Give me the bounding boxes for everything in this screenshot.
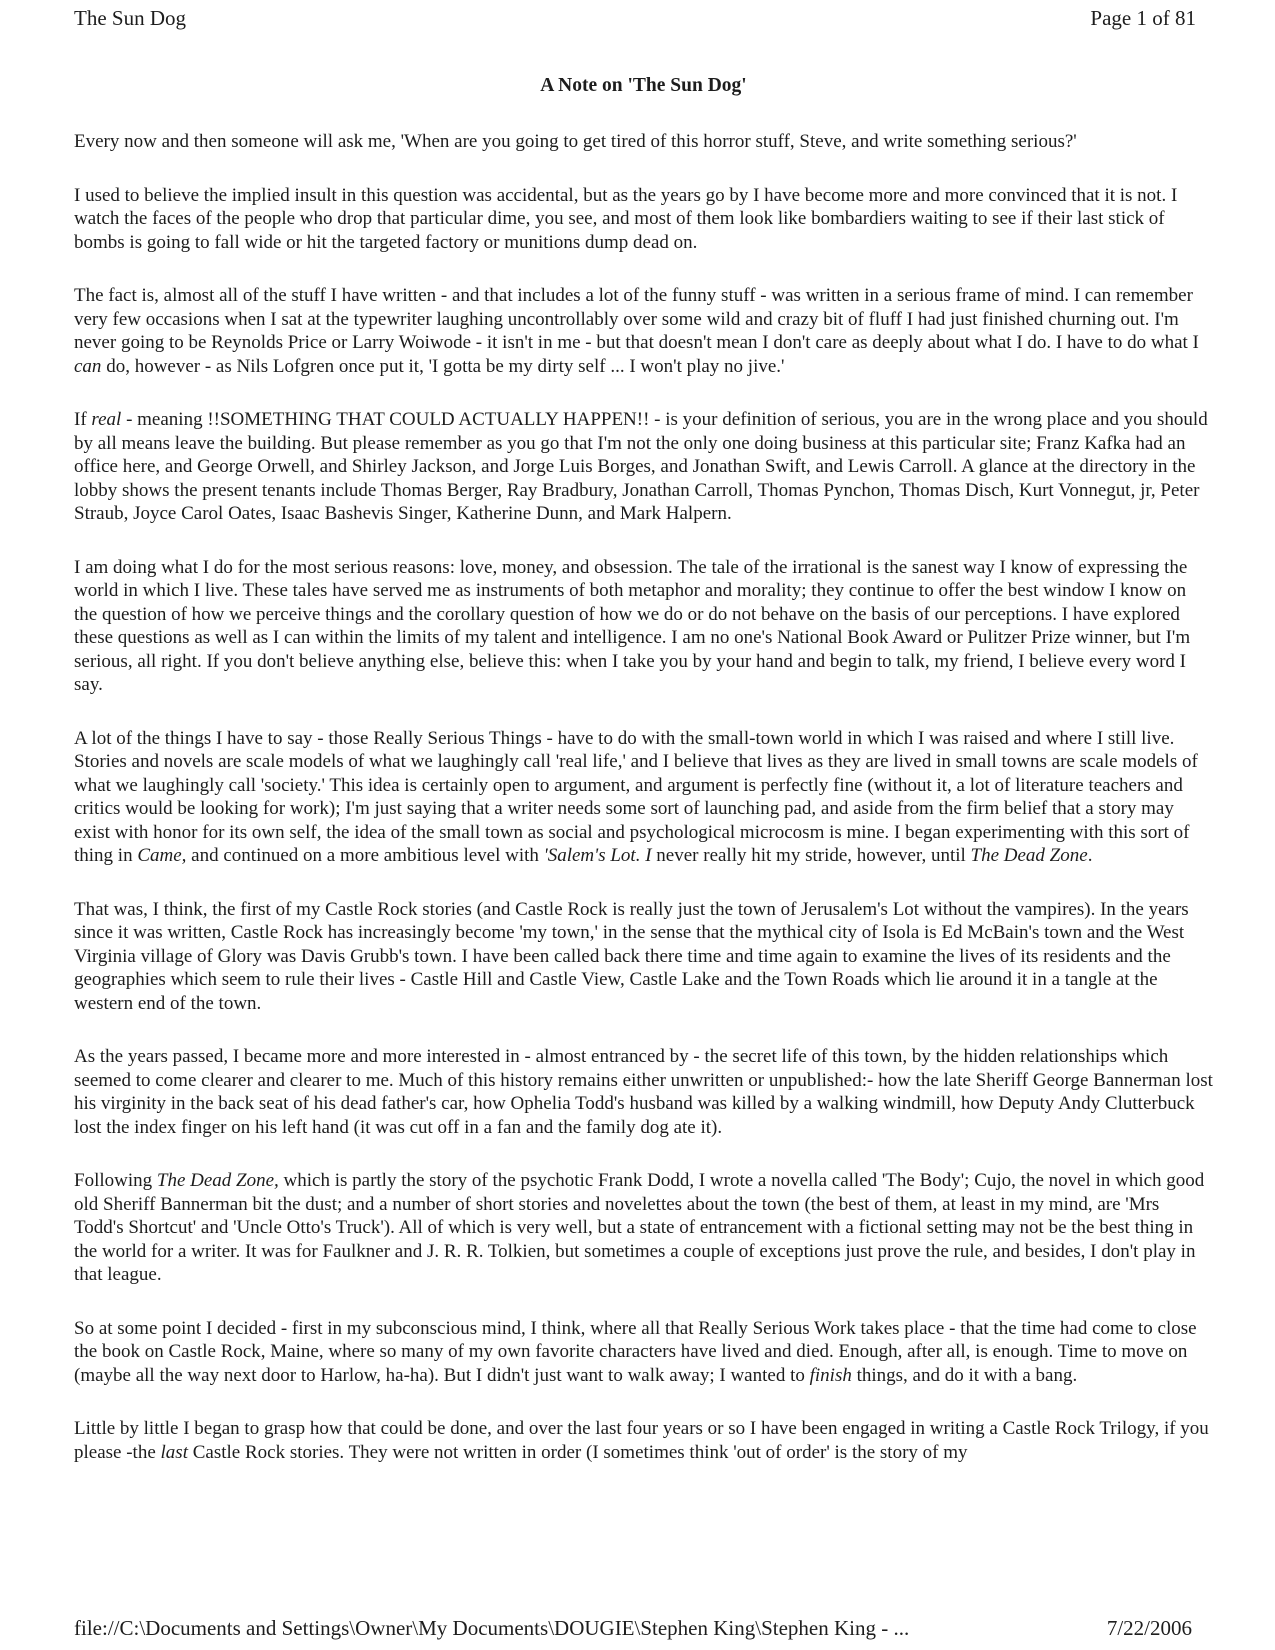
paragraph: [74, 1317, 1213, 1388]
footer-file-path: file://C:\Documents and Settings\Owner\My Documents\DOUGIE\Stephen King\Stephen King - ...: [74, 1616, 910, 1640]
text-run: I used to believe the implied insult in this question was accidental, but as the years go by I have become more and more convinced that it is not. I watch the faces of the people who drop that particular dime, you see, and most of them look like bombardiers waiting to see if their last stick of bombs is going to fall wide or hit the targeted factory or munitions dump dead on.: [74, 184, 1178, 253]
italic-text-run: finish: [809, 1364, 852, 1386]
italic-text-run: 'Salem's Lot. I: [543, 845, 652, 866]
paragraph: [74, 184, 1213, 255]
document-title: A Note on 'The Sun Dog': [540, 75, 747, 96]
page-footer: [74, 1616, 1192, 1640]
document-body: [74, 130, 1213, 1464]
paragraph: [74, 1169, 1213, 1287]
page-number: Page 1 of 81: [1090, 6, 1196, 30]
italic-text-run: can: [74, 355, 102, 377]
text-run: do, however - as Nils Lofgren once put it, 'I gotta be my dirty self ... I won't play no jive.': [101, 355, 785, 377]
text-run: Castle Rock stories. They were not written in order (I sometimes think 'out of order' is the story of my: [187, 1441, 968, 1463]
running-title: The Sun Dog: [74, 6, 186, 30]
italic-text-run: last: [160, 1441, 188, 1463]
text-run: things, and do it with a bang.: [851, 1364, 1078, 1386]
paragraph: [74, 284, 1213, 378]
text-run: That was, I think, the first of my Castle Rock stories (and Castle Rock is really just the town of Jerusalem's Lot without the vampires). In the years since it was written, Castle Rock has increasingly become 'my town,' in the sense that the mythical city of Isola is Ed McBain's town and the West Virginia village of Glory was Davis Grubb's town. I have been called back there time and time again to examine the lives of its residents and the geographies which seem to rule their lives - Castle Hill and Castle View, Castle Lake and the Town Roads which lie around it in a tangle at the western end of the town.: [74, 898, 1189, 1014]
paragraph: [74, 408, 1213, 526]
italic-text-run: The Dead Zone: [970, 845, 1088, 866]
paragraph: [74, 727, 1213, 868]
text-run: A lot of the things I have to say - those Really Serious Things - have to do with the small-town world in which I was raised and where I still live. Stories and novels are scale models of what we laughingly call 'real life,' and I believe that lives as they are lived in small towns are scale models of what we laughingly call 'society.' This idea is certainly open to argument, and argument is perfectly fine (without it, a lot of literature teachers and critics would be looking for work); I'm just saying that a writer needs some sort of launching pad, and aside from the firm belief that a story may exist with honor for its own self, the idea of the small town as social and psychological microcosm is mine. I began experimenting with this sort of thing in: [74, 727, 1198, 866]
text-run: .: [1087, 845, 1093, 866]
footer-date: 7/22/2006: [1106, 1616, 1192, 1640]
text-run: which is partly the story of the psychotic Frank Dodd, I wrote a novella called 'The Body'; Cujo, the novel in which good old Sheriff Bannerman bit the dust; and a number of short stories and novelettes about the town (the best of them, at least in my mind, are 'Mrs Todd's Shortcut' and 'Uncle Otto's Truck'). All of which is very well, but a state of entrancement with a fictional setting may not be the best thing in the world for a writer. It was for Faulkner and J. R. R. Tolkien, but sometimes a couple of exceptions just prove the rule, and besides, I don't play in that league.: [74, 1170, 1205, 1285]
paragraph: [74, 130, 1213, 154]
text-run: Following: [74, 1170, 157, 1191]
text-run: and continued on a more ambitious level with: [186, 845, 544, 866]
text-run: Every now and then someone will ask me, 'When are you going to get tired of this horror stuff, Steve, and write something serious?': [74, 131, 1077, 152]
text-run: Little by little I began to grasp how that could be done, and over the last four years or so I have been engaged in writing a Castle Rock Trilogy, if you please -the: [74, 1418, 1209, 1463]
text-run: I am doing what I do for the most serious reasons: love, money, and obsession. The tale of the irrational is the sanest way I know of expressing the world in which I live. These tales have served me as instruments of both metaphor and morality; they continue to offer the best window I know on the question of how we perceive things and the corollary question of how we do or do not behave on the basis of our perceptions. I have explored these questions as well as I can within the limits of my talent and intelligence. I am no one's National Book Award or Pulitzer Prize winner, but I'm serious, all right. If you don't believe anything else, believe this: when I take you by your hand and begin to talk, my friend, I believe every word I say.: [74, 556, 1191, 695]
italic-text-run: Came,: [137, 845, 187, 866]
paragraph: [74, 556, 1213, 697]
text-run: never really hit my stride, however, until: [651, 845, 971, 866]
italic-text-run: The Dead Zone,: [156, 1170, 279, 1191]
paragraph: [74, 1417, 1213, 1464]
text-run: As the years passed, I became more and more interested in - almost entranced by - the secret life of this town, by the hidden relationships which seemed to come clearer and clearer to me. Much of this history remains either unwritten or unpublished:- how the late Sheriff George Bannerman lost his virginity in the back seat of his dead father's car, how Ophelia Todd's husband was killed by a walking windmill, how Deputy Andy Clutterbuck lost the index finger on his left hand (it was cut off in a fan and the family dog ate it).: [74, 1046, 1213, 1138]
paragraph: [74, 898, 1213, 1016]
text-run: - meaning !!SOMETHING THAT COULD ACTUALLY HAPPEN!! - is your definition of serious, you are in the wrong place and you should by all means leave the building. But please remember as you go that I'm not the only one doing business at this particular site; Franz Kafka had an office here, and George Orwell, and Shirley Jackson, and Jorge Luis Borges, and Jonathan Swift, and Lewis Carroll. A glance at the directory in the lobby shows the present tenants include Thomas Berger, Ray Bradbury, Jonathan Carroll, Thomas Pynchon, Thomas Disch, Kurt Vonnegut, jr, Peter Straub, Joyce Carol Oates, Isaac Bashevis Singer, Katherine Dunn, and Mark Halpern.: [74, 409, 1208, 524]
page-header: [74, 6, 1213, 30]
text-run: The fact is, almost all of the stuff I have written - and that includes a lot of the funny stuff - was written in a serious frame of mind. I can remember very few occasions when I sat at the typewriter laughing uncontrollably over some wild and crazy bit of fluff I had just finished churning out. I'm never going to be Reynolds Price or Larry Woiwode - it isn't in me - but that doesn't mean I don't care as deeply about what I do. I have to do what I: [74, 285, 1199, 353]
italic-text-run: real: [91, 409, 122, 430]
text-run: So at some point I decided - first in my subconscious mind, I think, where all that Really Serious Work takes place - that the time had come to close the book on Castle Rock, Maine, where so many of my own favorite characters have lived and died. Enough, after all, is enough. Time to move on (maybe all the way next door to Harlow, ha-ha). But I didn't just want to walk away; I wanted to: [74, 1317, 1197, 1386]
page-content: [74, 0, 1213, 1494]
paragraph: [74, 1045, 1213, 1139]
text-run: If: [74, 409, 92, 430]
